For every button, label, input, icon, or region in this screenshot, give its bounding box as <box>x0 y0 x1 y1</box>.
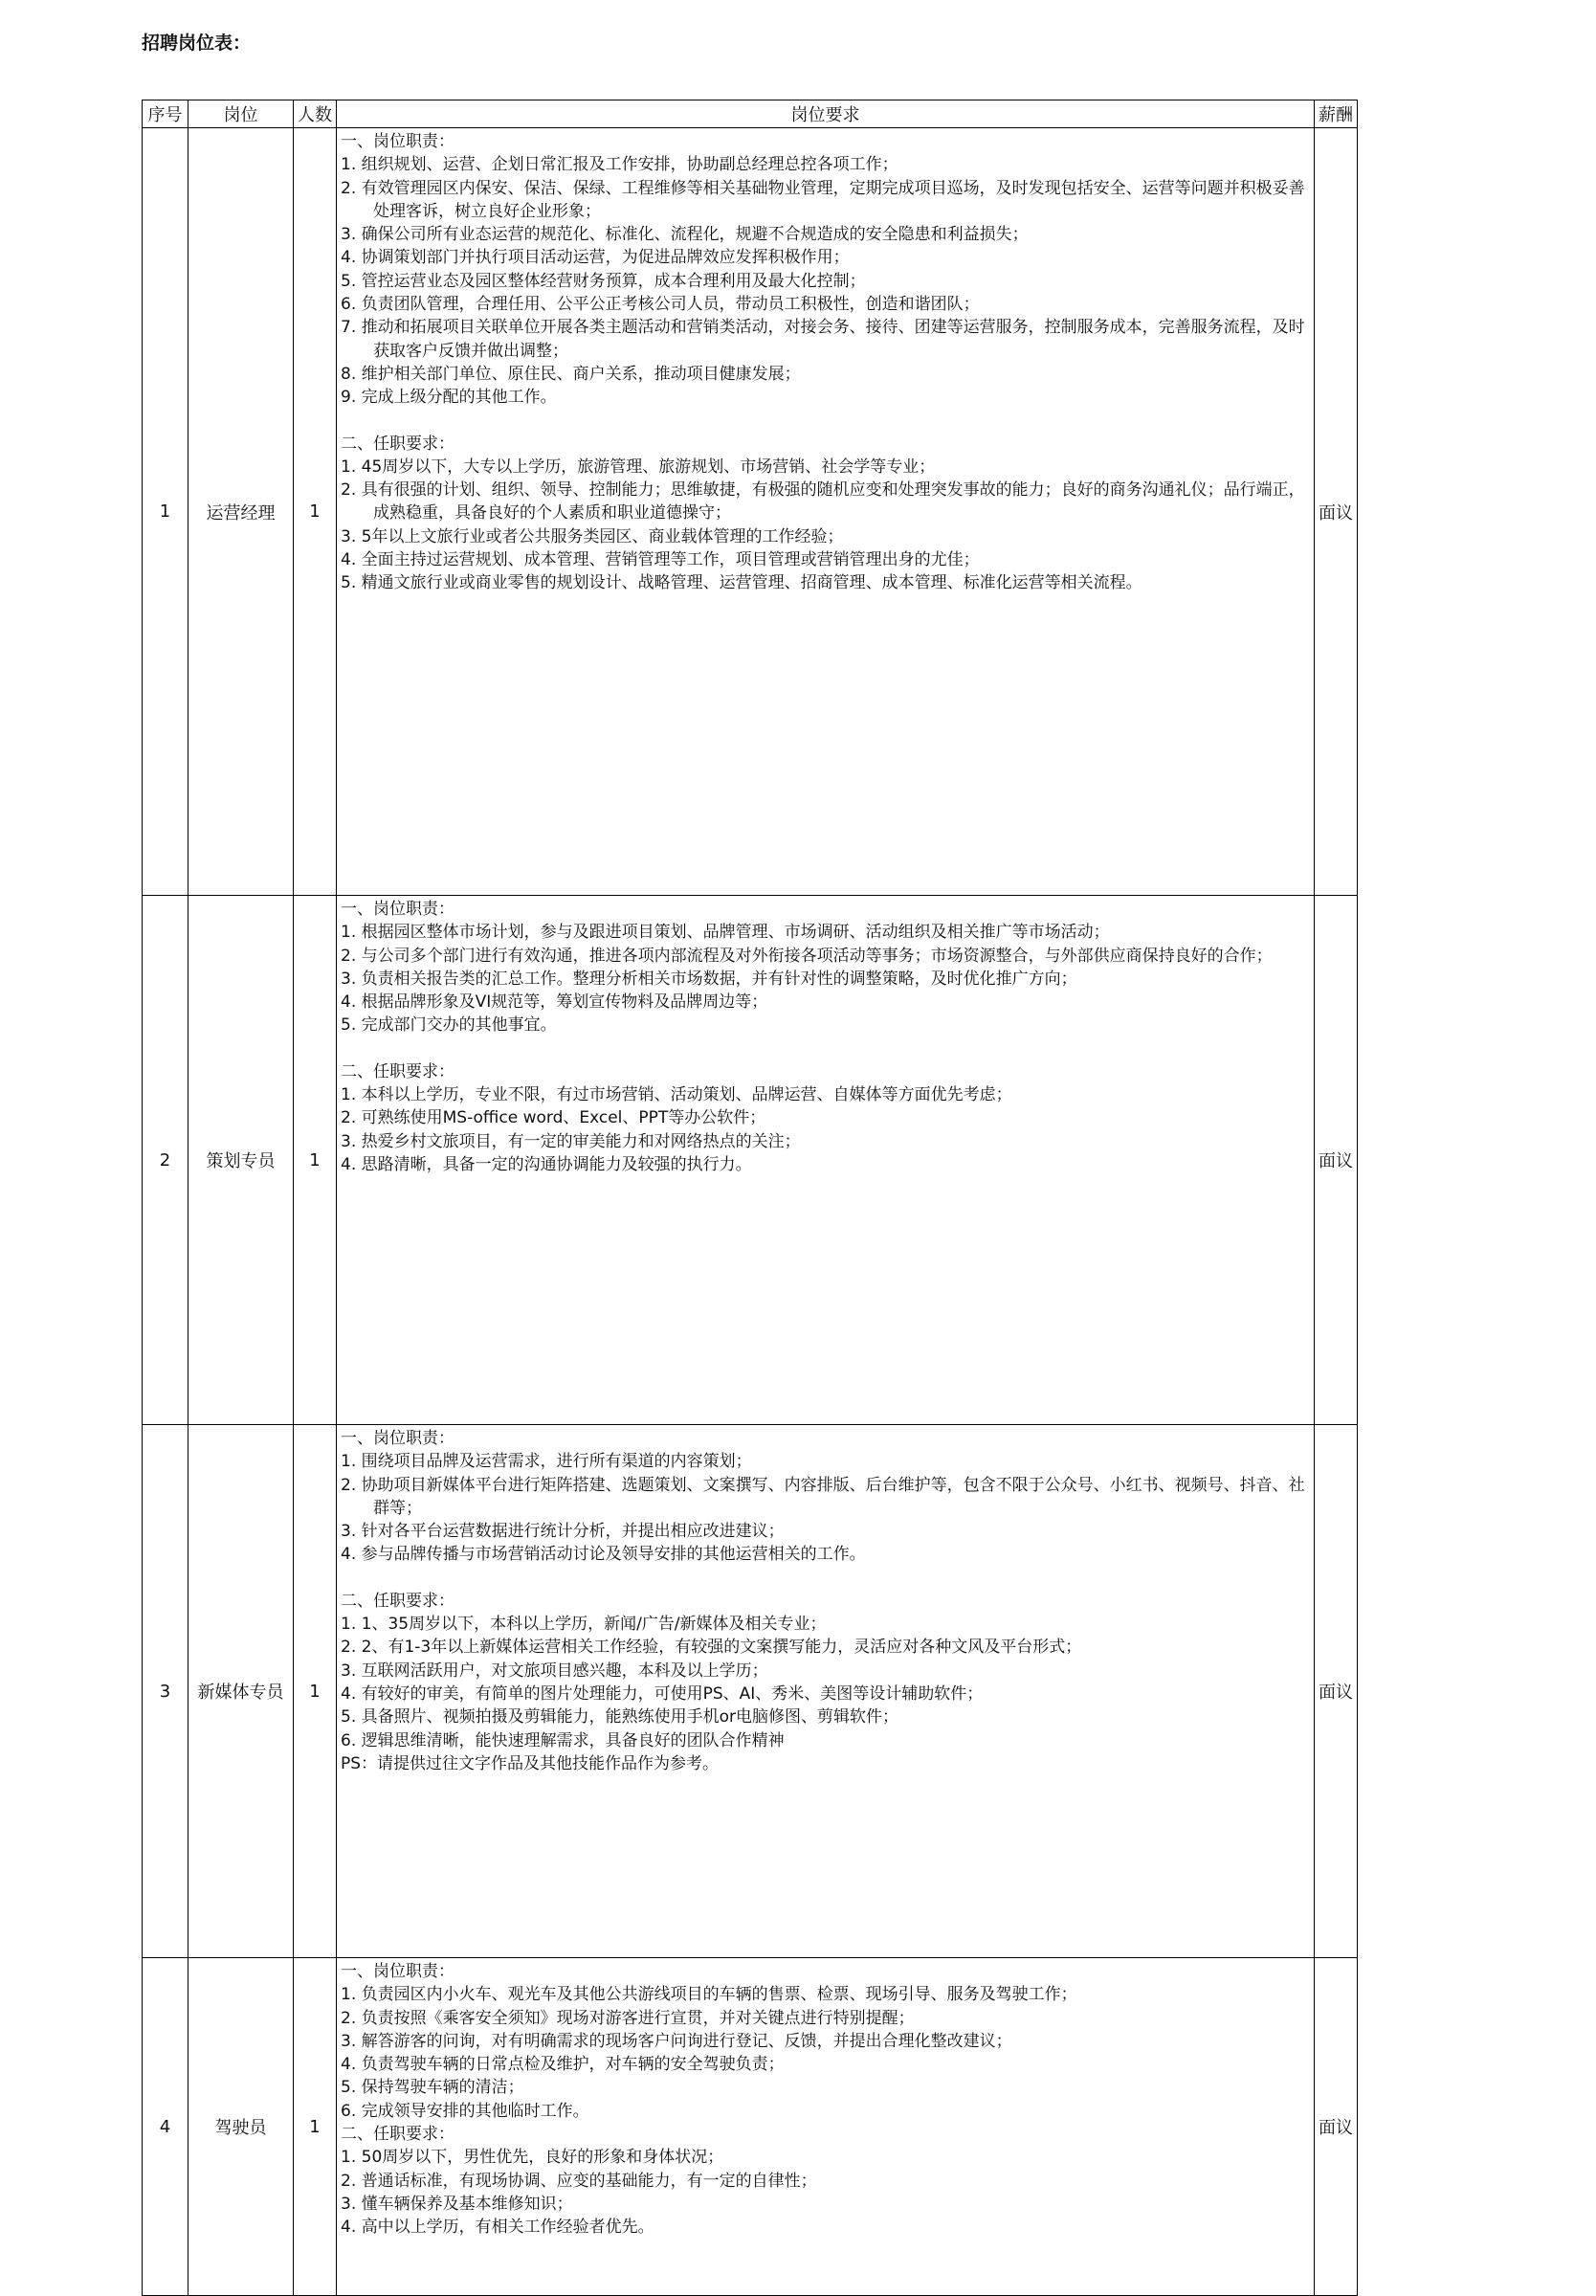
requirement-item: 3. 热爱乡村文旅项目，有一定的审美能力和对网络热点的关注； <box>341 1131 801 1151</box>
requirements-title: 二、任职要求： <box>341 434 454 454</box>
duty-item: 3. 解答游客的问询，对有明确需求的现场客户问询进行登记、反馈，并提出合理化整改建议； <box>341 2031 1012 2051</box>
duty-item: 4. 负责驾驶车辆的日常点检及维护，对车辆的安全驾驶负责； <box>341 2055 785 2075</box>
duty-item: 4. 参与品牌传播与市场营销活动讨论及领导安排的其他运营相关的工作。 <box>341 1545 866 1565</box>
cell-count: 1 <box>294 1958 337 2296</box>
requirement-item: 2. 普通话标准，有现场协调、应变的基础能力，有一定的自律性； <box>341 2171 817 2191</box>
cell-requirements <box>337 1958 1315 2296</box>
requirement-item: 6. 逻辑思维清晰，能快速理解需求，具备良好的团队合作精神 <box>341 1730 785 1750</box>
duty-item: 6. 负责团队管理，合理任用、公平公正考核公司人员，带动员工积极性，创造和谐团队； <box>341 295 980 315</box>
duty-item: 4. 协调策划部门并执行项目活动运营，为促进品牌效应发挥积极作用； <box>341 248 850 268</box>
cell-requirements <box>337 128 1315 896</box>
requirements-block <box>341 1590 1311 1775</box>
duty-item: 2. 与公司多个部门进行有效沟通，推进各项内部流程及对外衔接各项活动等事务；市场资源整合，与外部供应商保持良好的合作； <box>341 946 1273 966</box>
duties-title: 一、岗位职责： <box>341 1962 454 1981</box>
table-row <box>143 1958 1358 2296</box>
requirement-item: 1. 50周岁以下，男性优先，良好的形象和身体状况； <box>341 2148 724 2168</box>
requirements-title: 二、任职要求： <box>341 2125 454 2145</box>
cell-no: 4 <box>143 1958 188 2296</box>
cell-count: 1 <box>294 128 337 896</box>
table-row <box>143 896 1358 1425</box>
page-title: 招聘岗位表： <box>142 33 252 54</box>
duty-item: 5. 管控运营业态及园区整体经营财务预算，成本合理利用及最大化控制； <box>341 271 866 291</box>
cell-position: 新媒体专员 <box>188 1425 294 1958</box>
cell-no: 1 <box>143 128 188 896</box>
requirements-title: 二、任职要求： <box>341 1061 454 1081</box>
duty-item: 9. 完成上级分配的其他工作。 <box>341 388 557 408</box>
cell-count: 1 <box>294 896 337 1425</box>
requirements-title: 二、任职要求： <box>341 1591 454 1611</box>
cell-no: 3 <box>143 1425 188 1958</box>
requirement-item: 3. 互联网活跃用户，对文旅项目感兴趣，本科及以上学历； <box>341 1661 768 1681</box>
cell-requirements <box>337 1425 1315 1958</box>
duties-block <box>341 1960 1311 2123</box>
header-count: 人数 <box>294 100 337 128</box>
cell-salary: 面议 <box>1315 128 1358 896</box>
requirement-item: 4. 全面主持过运营规划、成本管理、营销管理等工作，项目管理或营销管理出身的尤佳； <box>341 550 980 570</box>
requirement-item: 1. 1、35周岁以下，本科以上学历，新闻/广告/新媒体及相关专业； <box>341 1615 827 1635</box>
cell-position: 策划专员 <box>188 896 294 1425</box>
requirement-item: 1. 45周岁以下，大专以上学历，旅游管理、旅游规划、市场营销、社会学等专业； <box>341 457 936 477</box>
recruitment-table <box>142 100 1358 2296</box>
duty-item: 6. 完成领导安排的其他临时工作。 <box>341 2101 589 2121</box>
duty-item: 1. 组织规划、运营、企划日常汇报及工作安排，协助副总经理总控各项工作； <box>341 155 898 175</box>
header-requirements: 岗位要求 <box>337 100 1315 128</box>
requirement-item: 3. 懂车辆保养及基本维修知识； <box>341 2194 573 2214</box>
requirement-item: 2. 具有很强的计划、组织、领导、控制能力；思维敏捷，有极强的随机应变和处理突发事故的能力；良好的商务沟通礼仪；品行端正，成熟稳重，具备良好的个人素质和职业道德操守； <box>341 480 1305 524</box>
duties-title: 一、岗位职责： <box>341 1429 454 1448</box>
cell-count: 1 <box>294 1425 337 1958</box>
cell-position: 驾驶员 <box>188 1958 294 2296</box>
duty-item: 2. 协助项目新媒体平台进行矩阵搭建、选题策划、文案撰写、内容排版、后台维护等，包含不限于公众号、小红书、视频号、抖音、社群等； <box>341 1475 1305 1518</box>
duties-title: 一、岗位职责： <box>341 900 454 919</box>
cell-no: 2 <box>143 896 188 1425</box>
duty-item: 5. 完成部门交办的其他事宜。 <box>341 1015 557 1036</box>
duty-item: 1. 围绕项目品牌及运营需求，进行所有渠道的内容策划； <box>341 1452 752 1472</box>
cell-salary: 面议 <box>1315 1425 1358 1958</box>
table-row <box>143 1425 1358 1958</box>
cell-position: 运营经理 <box>188 128 294 896</box>
table-header-row <box>143 100 1358 128</box>
requirement-item: 1. 本科以上学历，专业不限，有过市场营销、活动策划、品牌运营、自媒体等方面优先考虑； <box>341 1085 1012 1105</box>
requirement-item: 2. 可熟练使用MS-office word、Excel、PPT等办公软件； <box>341 1108 766 1128</box>
duties-block <box>341 898 1311 1037</box>
duties-block <box>341 1427 1311 1567</box>
header-position: 岗位 <box>188 100 294 128</box>
duty-item: 5. 保持驾驶车辆的清洁； <box>341 2078 524 2098</box>
header-no: 序号 <box>143 100 188 128</box>
requirement-item: 5. 具备照片、视频拍摄及剪辑能力，能熟练使用手机or电脑修图、剪辑软件； <box>341 1707 899 1728</box>
duties-block <box>341 130 1311 410</box>
duty-item: 1. 根据园区整体市场计划，参与及跟进项目策划、品牌管理、市场调研、活动组织及相关推广等市场活动； <box>341 923 1110 943</box>
duty-item: 3. 负责相关报告类的汇总工作。整理分析相关市场数据，并有针对性的调整策略，及时优化推广方向； <box>341 969 1077 989</box>
requirements-block <box>341 2123 1311 2239</box>
duties-title: 一、岗位职责： <box>341 132 454 151</box>
table-row <box>143 128 1358 896</box>
duty-item: 1. 负责园区内小火车、观光车及其他公共游线项目的车辆的售票、检票、现场引导、服务及驾驶工作； <box>341 1985 1077 2005</box>
requirement-item: 2. 2、有1-3年以上新媒体运营相关工作经验，有较强的文案撰写能力，灵活应对各种文风及平台形式； <box>341 1638 1082 1658</box>
duty-item: 2. 负责按照《乘客安全须知》现场对游客进行宣贯，并对关键点进行特别提醒； <box>341 2008 915 2028</box>
requirements-block <box>341 1060 1311 1176</box>
cell-requirements <box>337 896 1315 1425</box>
requirements-block <box>341 433 1311 595</box>
duty-item: 4. 根据品牌形象及VI规范等，筹划宣传物料及品牌周边等； <box>341 992 768 1013</box>
requirement-item: 4. 思路清晰，具备一定的沟通协调能力及较强的执行力。 <box>341 1154 752 1174</box>
requirement-item: 4. 高中以上学历，有相关工作经验者优先。 <box>341 2218 654 2238</box>
duty-item: 3. 确保公司所有业态运营的规范化、标准化、流程化，规避不合规造成的安全隐患和利益损失； <box>341 225 1029 245</box>
duty-item: 3. 针对各平台运营数据进行统计分析，并提出相应改进建议； <box>341 1522 785 1542</box>
requirement-item: 3. 5年以上文旅行业或者公共服务类园区、商业载体管理的工作经验； <box>341 526 844 546</box>
duty-item: 8. 维护相关部门单位、原住民、商户关系，推动项目健康发展； <box>341 364 801 384</box>
header-salary: 薪酬 <box>1315 100 1358 128</box>
requirement-item: 5. 精通文旅行业或商业零售的规划设计、战略管理、运营管理、招商管理、成本管理、标准化运营等相关流程。 <box>341 573 1142 593</box>
duty-item: 7. 推动和拓展项目关联单位开展各类主题活动和营销类活动，对接会务、接待、团建等运营服务，控制服务成本，完善服务流程，及时获取客户反馈并做出调整； <box>341 318 1305 361</box>
cell-salary: 面议 <box>1315 1958 1358 2296</box>
requirement-item: 4. 有较好的审美，有简单的图片处理能力，可使用PS、AI、秀米、美图等设计辅助软件； <box>341 1683 984 1704</box>
note-text: PS：请提供过往文字作品及其他技能作品作为参考。 <box>341 1753 720 1773</box>
cell-salary: 面议 <box>1315 896 1358 1425</box>
duty-item: 2. 有效管理园区内保安、保洁、保绿、工程维修等相关基础物业管理，定期完成项目巡场，及时发现包括安全、运营等问题并积极妥善处理客诉，树立良好企业形象； <box>341 178 1305 221</box>
